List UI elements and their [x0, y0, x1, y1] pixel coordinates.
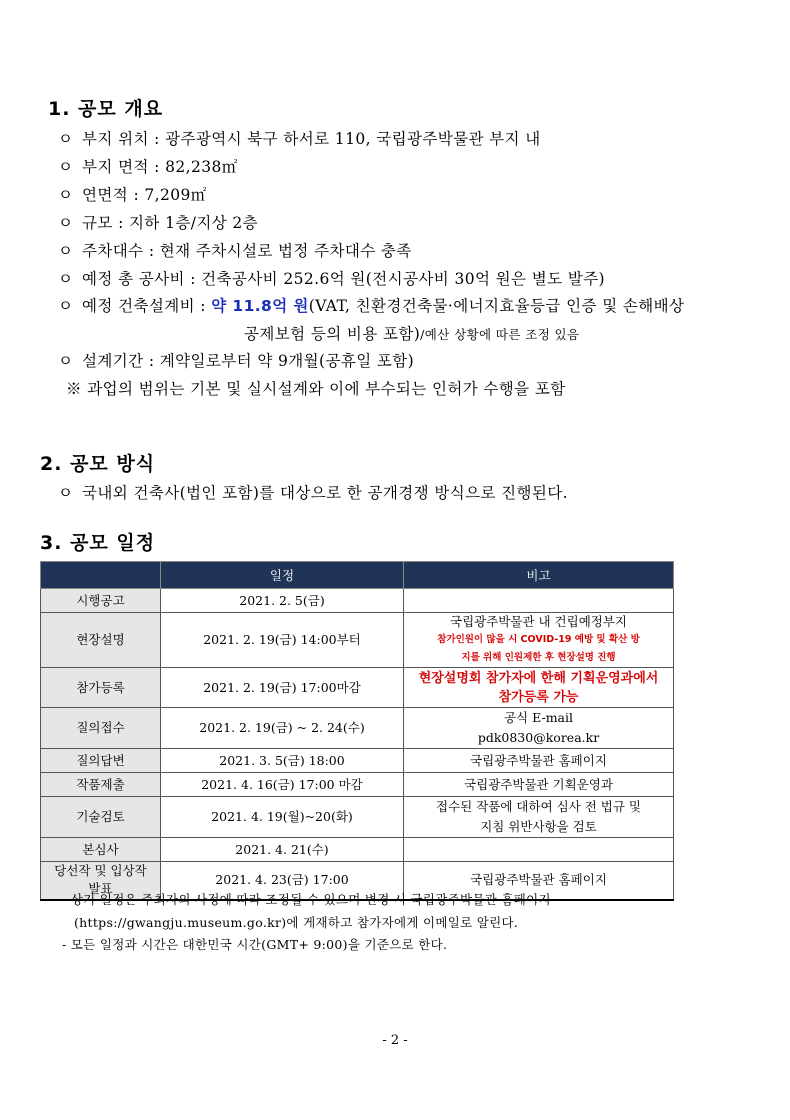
- row-date: 2021. 2. 19(금) ~ 2. 24(수): [161, 708, 404, 749]
- row-label: 질의답변: [41, 749, 161, 773]
- page-number: - 2 -: [382, 1033, 408, 1048]
- design-fee-line-2: [244, 322, 580, 344]
- row-date: 2021. 4. 21(수): [161, 838, 404, 862]
- table-row: [41, 668, 674, 708]
- bullet: ㅇ: [58, 484, 74, 502]
- note-email: pdk0830@korea.kr: [477, 730, 600, 745]
- overview-item-parking: [58, 239, 412, 261]
- note-line: 국립광주박물관 내 건립예정부지: [450, 614, 627, 629]
- bullet: ㅇ: [58, 270, 74, 288]
- bullet: ㅇ: [58, 297, 74, 315]
- schedule-note: - 상기 일정은 주최자의 사정에 따라 조정될 수 있으며 변경 시 국립광주박물관 홈페이지: [62, 892, 551, 907]
- row-date: 2021. 4. 19(월)~20(화): [161, 797, 404, 838]
- row-note: [404, 668, 674, 708]
- design-fee-suffix: (VAT, 친환경건축물·에너지효율등급 인증 및 손해배상: [308, 297, 685, 315]
- method-text: 국내외 건축사(법인 포함)를 대상으로 한 공개경쟁 방식으로 진행된다.: [82, 484, 568, 502]
- bullet: ㅇ: [58, 186, 74, 204]
- scope-note: ※ 과업의 범위는 기본 및 실시설계와 이에 부수되는 인허가 수행을 포함: [66, 380, 566, 398]
- table-row: [41, 613, 674, 668]
- row-note: 국립광주박물관 홈페이지: [404, 862, 674, 900]
- row-label: 시행공고: [41, 589, 161, 613]
- row-date: 2021. 3. 5(금) 18:00: [161, 749, 404, 773]
- overview-item-design-fee: [58, 294, 684, 316]
- note-red-line: 참가등록 가능: [498, 689, 579, 705]
- overview-item-text: 부지 위치 : 광주광역시 북구 하서로 110, 국립광주박물관 부지 내: [82, 130, 541, 148]
- design-fee-line2-text: 공제보험 등의 비용 포함): [244, 325, 421, 343]
- row-date: 2021. 4. 16(금) 17:00 마감: [161, 773, 404, 797]
- schedule-note: - 모든 일정과 시간은 대한민국 시간(GMT+ 9:00)을 기준으로 한다.: [62, 937, 448, 952]
- row-label: 본심사: [41, 838, 161, 862]
- bullet: ㅇ: [58, 214, 74, 232]
- row-date: 2021. 2. 19(금) 17:00마감: [161, 668, 404, 708]
- overview-item-text: 연면적 : 7,209㎡: [82, 186, 207, 204]
- overview-item-text: 부지 면적 : 82,238㎡: [82, 158, 238, 176]
- row-label: 작품제출: [41, 773, 161, 797]
- overview-item-design-period: [58, 349, 414, 371]
- table-row: [41, 773, 674, 797]
- row-label: 질의접수: [41, 708, 161, 749]
- table-header-row: [41, 562, 674, 589]
- note-line: 공식 E-mail: [503, 710, 573, 725]
- section-1-title: 1. 공모 개요: [48, 98, 164, 120]
- row-label: 기술검토: [41, 797, 161, 838]
- overview-item-text: 규모 : 지하 1층/지상 2층: [82, 214, 259, 232]
- header-cell-label: [41, 562, 161, 589]
- overview-item-site-location: [58, 127, 541, 149]
- schedule-note: (https://gwangju.museum.go.kr)에 게재하고 참가자에게 이메일로 알린다.: [74, 915, 519, 930]
- overview-item-site-area: [58, 155, 238, 177]
- section-2-title: 2. 공모 방식: [40, 453, 156, 475]
- note-line: 지침 위반사항을 검토: [480, 819, 597, 834]
- row-note: 국립광주박물관 기획운영과: [404, 773, 674, 797]
- design-fee-prefix: 예정 건축설계비 :: [82, 297, 212, 315]
- overview-item-text: 주차대수 : 현재 주차시설로 법정 주차대수 충족: [82, 242, 412, 260]
- schedule-table: [40, 561, 674, 901]
- design-fee-line2-small: /예산 상황에 따른 조정 있음: [420, 327, 580, 342]
- overview-item-scale: [58, 211, 258, 233]
- row-note: [404, 797, 674, 838]
- row-note: [404, 838, 674, 862]
- row-label: 현장설명: [41, 613, 161, 668]
- bullet: ㅇ: [58, 130, 74, 148]
- table-row: [41, 749, 674, 773]
- overview-item-construction-cost: [58, 267, 605, 289]
- section-3-title: 3. 공모 일정: [40, 532, 156, 554]
- bullet: ㅇ: [58, 158, 74, 176]
- row-date: 2021. 4. 23(금) 17:00: [161, 862, 404, 900]
- note-red-line: 현장설명회 참가자에 한해 기획운영과에서: [418, 670, 659, 686]
- table-row: [41, 589, 674, 613]
- row-date: 2021. 2. 19(금) 14:00부터: [161, 613, 404, 668]
- design-fee-highlight: 약 11.8억 원: [211, 297, 309, 315]
- header-cell-remarks: 비고: [404, 562, 674, 589]
- overview-item-floor-area: [58, 183, 207, 205]
- bullet: ㅇ: [58, 242, 74, 260]
- table-row: [41, 838, 674, 862]
- row-note: [404, 589, 674, 613]
- row-label: 참가등록: [41, 668, 161, 708]
- note-red-line: 참가인원이 많을 시 COVID-19 예방 및 확산 방: [437, 634, 640, 645]
- row-note: [404, 708, 674, 749]
- overview-item-text: 설계기간 : 계약일로부터 약 9개월(공휴일 포함): [82, 352, 415, 370]
- bullet: ㅇ: [58, 352, 74, 370]
- table-row: [41, 708, 674, 749]
- table-row: [41, 797, 674, 838]
- header-cell-schedule: 일정: [161, 562, 404, 589]
- row-date: 2021. 2. 5(금): [161, 589, 404, 613]
- method-item: [58, 481, 568, 503]
- row-label-line: 발표: [88, 881, 113, 897]
- row-label-line: 당선작 및 입상작: [54, 863, 147, 879]
- note-red-line: 지를 위해 인원제한 후 현장설명 진행: [461, 652, 616, 663]
- row-note: 국립광주박물관 홈페이지: [404, 749, 674, 773]
- row-note: [404, 613, 674, 668]
- overview-item-text: 예정 총 공사비 : 건축공사비 252.6억 원(전시공사비 30억 원은 별도 발주): [82, 270, 606, 288]
- note-line: 접수된 작품에 대하여 심사 전 법규 및: [436, 799, 641, 814]
